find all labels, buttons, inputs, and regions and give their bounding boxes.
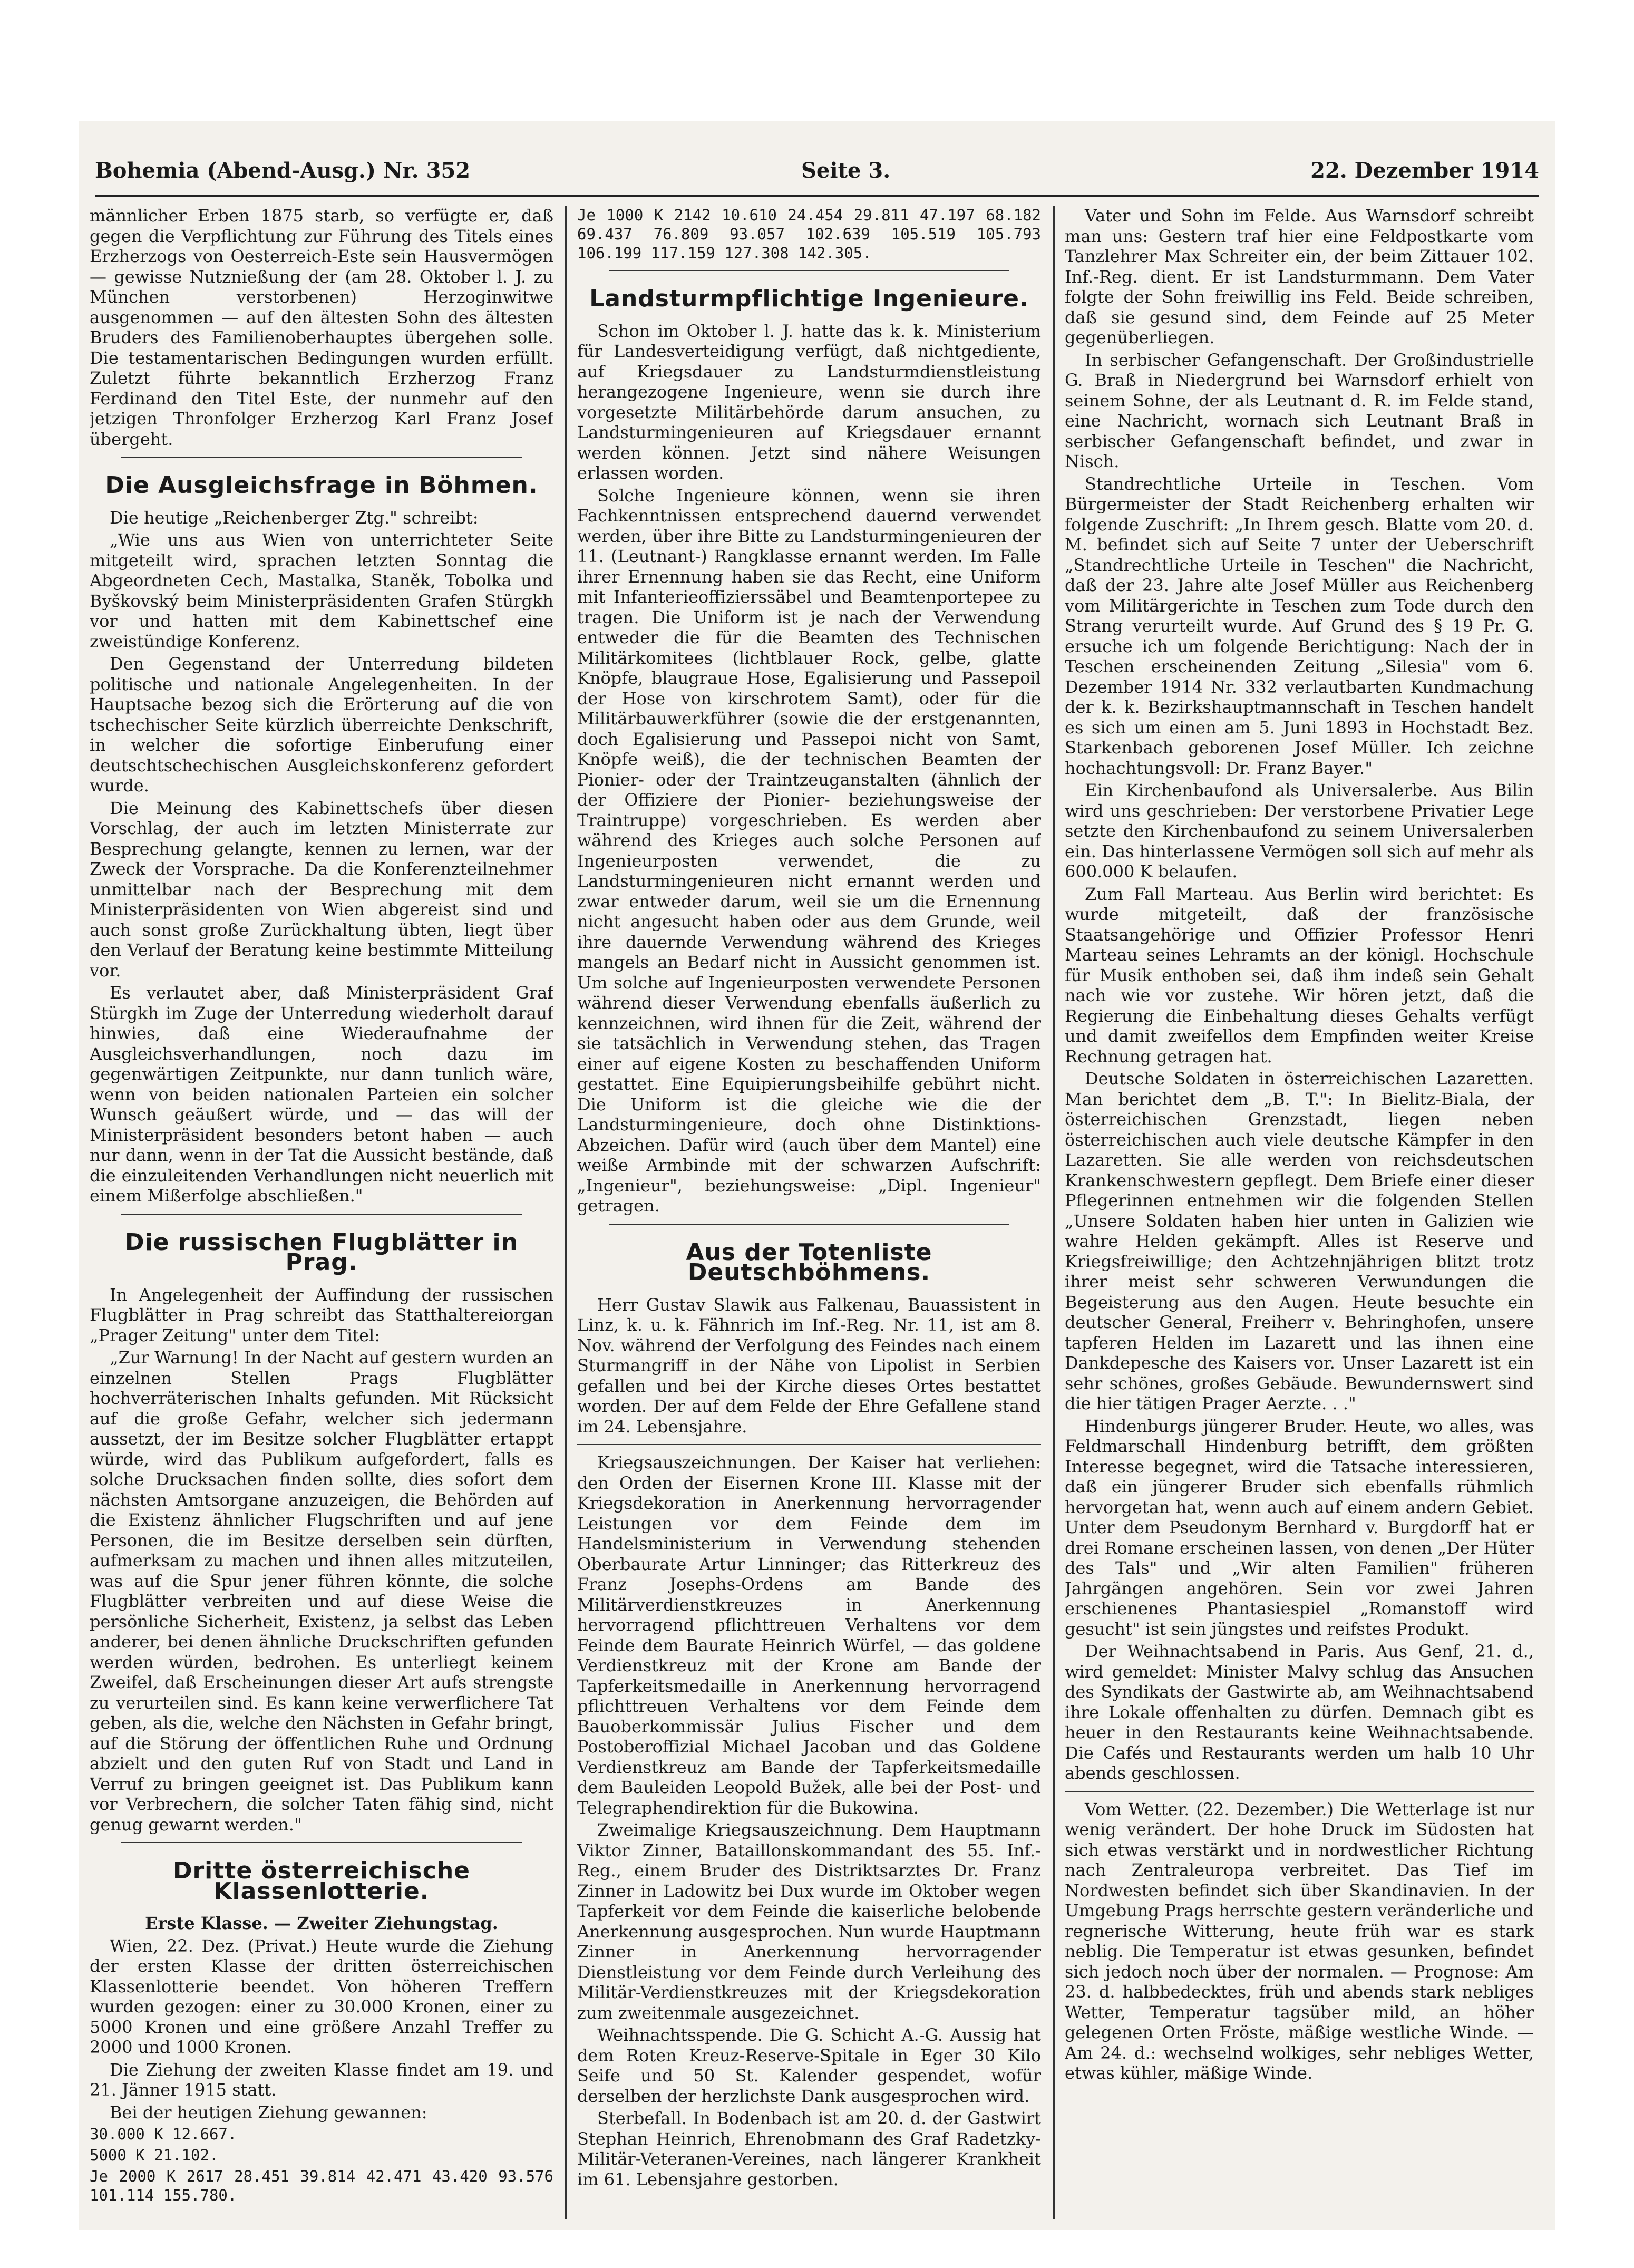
paragraph: Standrechtliche Urteile in Teschen. Vom Bürgermeister der Stadt Reichenberg erhalten wir folgende Zuschrift: „In Ihrem gesch. Blatte vom 20. d. M. befindet sich auf Seite 7 unter der Ueberschrift „Standrechtliche Urteile in Teschen" die Nachricht, daß der 23. Jahre alte Josef Müller aus Reichenberg vom Militärgerichte in Teschen zum Tode durch den Strang verurteilt wurde. Auf Grund des § 19 Pr. G. ersuche ich um folgende Berichtigung: Nach der in Teschen erscheinenden Zeitung „Silesia" vom 6. Dezember 1914 Nr. 332 verlautbarten Kundmachung der k. k. Bezirkshauptmannschaft in Teschen handelt es sich um einen am 5. Juni 1893 in Hochstadt Bez. Starkenbach geborenen Josef Müller. Ich zeichne hochachtungsvoll: Dr. Franz Bayer." (1065, 473, 1534, 778)
lottery-result: Je 2000 K 2617 28.451 39.814 42.471 43.420 93.576 101.114 155.780. (90, 2167, 553, 2204)
section-rule (609, 270, 1009, 271)
paragraph: Der Weihnachtsabend in Paris. Aus Genf, 21. d., wird gemeldet: Minister Malvy schlug das Ansuchen des Syndikats der Gastwirte ab, am Weihnachtsabend ihre Lokale offenhalten zu dürfen. Demnach gibt es heuer in den Restaurants keine Weihnachtsabende. Die Cafés und Restaurants werden um halb 10 Uhr abends geschlossen. (1065, 1641, 1534, 1783)
paragraph: Schon im Oktober l. J. hatte das k. k. Ministerium für Landesverteidigung verfügt, daß nichtgediente, auf Kriegsdauer zu Landsturmdienstleistung herangezogene Ingenieure, wenn sie durch ihre vorgesetzte Militärbehörde darum ansuchen, zu Landsturmingenieuren auf Kriegsdauer ernannt werden können. Jetzt sind nähere Weisungen erlassen worden. (577, 321, 1041, 483)
paragraph: Deutsche Soldaten in österreichischen Lazaretten. Man berichtet dem „B. T.": In Bielitz-Biala, der österreichischen Grenzstadt, liegen neben österreichischen auch viele deutsche Kämpfer in den Lazaretten. Sie alle werden von reichsdeutschen Krankenschwestern gepflegt. Dem Briefe einer dieser Pflegerinnen entnehmen wir die folgenden Stellen „Unsere Soldaten haben hier unten in Galizien wie wahre Helden gekämpft. Alles ist Reserve und Kriegsfreiwillige; den Achtzehnjährigen blitzt trotz ihrer meist sehr schweren Verwundungen die Begeisterung aus den Augen. Heute besuchte ein deutscher General, Freiherr v. Behringhofen, unsere tapferen Helden im Lazarett und las ihnen eine Dankdepesche des Kaisers vor. Unser Lazarett ist ein sehr schönes, großes Gebäude. Bewundernswert sind die hier tätigen Prager Aerzte. . ." (1065, 1069, 1534, 1413)
paragraph: Die heutige „Reichenberger Ztg." schreibt: (110, 507, 479, 528)
paragraph: Hindenburgs jüngerer Bruder. Heute, wo alles, was Feldmarschall Hindenburg betrifft, dem größten Interesse begegnet, wird die Tatsache interessieren, daß ein jüngerer Bruder sich ebenfalls rühmlich hervorgetan hat, wenn auch auf einem andern Gebiet. Unter dem Pseudonym Bernhard v. Burgdorff hat er drei Romane erscheinen lassen, von denen „Der Hüter des Tals" und „Wir alten Familien" früheren Jahrgängen angehören. Sein vor zwei Jahren erschienenes Phantasiespiel „Romanstoff wird gesucht" ist sein jüngstes und reifstes Produkt. (1065, 1416, 1534, 1639)
lottery-result: Je 1000 K 2142 10.610 24.454 29.811 47.197 68.182 69.437 76.809 93.057 102.639 105.519 105.793 106.199 117.159 127.308 142.305. (577, 206, 1041, 262)
issue-date: 22. Dezember 1914 (1310, 158, 1539, 183)
paragraph: Vom Wetter. (22. Dezember.) Die Wetterlage ist nur wenig verändert. Der hohe Druck im Südosten hat sich etwas verstärkt und in nordwestlicher Richtung nach Zentraleuropa verbreitet. Das Tief im Nordwesten befindet sich über Skandinavien. In der Umgebung Prags herrschte gestern veränderliche und regnerische Witterung, heute früh war es stark neblig. Die Temperatur ist etwas gesunken, befindet sich jedoch noch über der normalen. — Prognose: Am 23. d. halbbedecktes, früh und abends stark nebliges Wetter, Temperatur tagsüber mild, an höher gelegenen Orten Fröste, mäßige westliche Winde. — Am 24. d.: wechselnd wolkiges, sehr nebliges Wetter, etwas kühler, mäßige Winde. (1065, 1799, 1534, 2083)
paragraph: Weihnachtsspende. Die G. Schicht A.-G. Aussig hat dem Roten Kreuz-Reserve-Spitale in Eger 30 Kilo Seife und 50 St. Kalender gespendet, wofür derselben der herzlichste Dank ausgesprochen wird. (577, 2025, 1041, 2106)
headline-ausgleichsfrage: Die Ausgleichsfrage in Böhmen. (105, 472, 538, 499)
lottery-result: 30.000 K 12.667. (90, 2125, 237, 2143)
section-rule (1065, 1791, 1534, 1792)
paragraph: Solche Ingenieure können, wenn sie ihren Fachkenntnissen entsprechend dauernd verwendet werden, über ihre Bitte zu Landsturmingenieuren der 11. (Leutnant-) Rangklasse ernannt werden. Im Falle ihrer Ernennung haben sie das Recht, eine Uniform mit Infanterieoffizierssäbel und Beamtenportepee zu tragen. Die Uniform ist je nach der Verwendung entweder die für die Beamten des Technischen Militärkomitees (lichtblauer Rock, gelbe, glatte Knöpfe, blaugraue Hose, Egalisierung und Passepoil der Hose von kirschrotem Samt), oder für die Militärbauwerkführer (sowie die der erstgenannten, doch Egalisierung und Passepoi nicht von Samt, Knöpfe weiß), die der technischen Beamten der Pionier- oder der Traintzeuganstalten (ähnlich der der Offiziere der Pionier- beziehungsweise der Traintruppe) vorgeschrieben. Es werden aber während des Krieges auch solche Personen auf Ingenieurposten verwendet, die zu Landsturmingenieuren nicht ernannt werden und zwar entweder darum, weil sie um die Ernennung nicht angesucht haben oder aus dem Grunde, weil ihre dauernde Verwendung während des Krieges mangels an Bedarf nicht in Aussicht genommen ist. Um solche auf Ingenieurposten verwendete Personen während dieser Verwendung ebenfalls äußerlich zu kennzeichnen, wird ihnen für die Zeit, während der sie tatsächlich in Verwendung stehen, das Tragen einer auf eigene Kosten zu beschaffenden Uniform gestattet. Eine Equipierungsbeihilfe gebührt nicht. Die Uniform ist die gleiche wie die der Landsturmingenieure, doch ohne Distinktions-Abzeichen. Dafür wird (auch über dem Mantel) eine weiße Armbinde mit der schwarzen Aufschrift: „Ingenieur", beziehungsweise: „Dipl. Ingenieur" getragen. (577, 485, 1041, 1216)
lottery-result: 5000 K 21.102. (90, 2146, 219, 2164)
column-1 (90, 206, 553, 2219)
paragraph: Ein Kirchenbaufond als Universalerbe. Aus Bilin wird uns geschrieben: Der verstorbene Privatier Lege setzte den Kirchenbaufond zu seinem Universalerben ein. Das hinterlassene Vermögen soll sich auf mehr als 600.000 K belaufen. (1065, 780, 1534, 881)
paragraph: Zweimalige Kriegsauszeichnung. Dem Hauptmann Viktor Zinner, Bataillonskommandant des 55. Inf.-Reg., einem Bruder des Distriktsarztes Dr. Franz Zinner in Ladowitz bei Dux wurde im Oktober wegen Tapferkeit vor dem Feinde die kaiserliche belobende Anerkennung ausgesprochen. Nun wurde Hauptmann Zinner in Anerkennung hervorragender Dienstleistung vor dem Feinde durch Verleihung des Militär-Verdienstkreuzes mit der Kriegsdekoration zum zweitenmale ausgezeichnet. (577, 1820, 1041, 2023)
paragraph: Herr Gustav Slawik aus Falkenau, Bauassistent in Linz, k. u. k. Fähnrich im Inf.-Reg. Nr. 11, ist am 8. Nov. während der Verfolgung des Feindes nach einem Sturmangriff in der Nähe von Lipolist in Serbien gefallen und bei der Kirche dieses Ortes bestattet worden. Der auf dem Felde der Ehre Gefallene stand im 24. Lebensjahre. (577, 1294, 1041, 1437)
paper-title: Bohemia (Abend-Ausg.) Nr. 352 (95, 158, 471, 183)
paragraph: Wien, 22. Dez. (Privat.) Heute wurde die Ziehung der ersten Klasse der dritten österreichischen Klassenlotterie beendet. Von höheren Treffern wurden gezogen: einer zu 30.000 Kronen, einer zu 5000 Kronen und eine größere Anzahl Treffer zu 2000 und 1000 Kronen. (90, 1935, 553, 2057)
section-rule (121, 1214, 522, 1215)
section-rule (121, 1842, 522, 1843)
paragraph: Sterbefall. In Bodenbach ist am 20. d. der Gastwirt Stephan Heinrich, Ehrenobmann des Graf Radetzky-Militär-Veteranen-Vereines, nach längerer Krankheit im 61. Lebensjahre gestorben. (577, 2108, 1041, 2189)
paragraph: Bei der heutigen Ziehung gewannen: (110, 2102, 427, 2122)
section-rule (577, 1444, 1041, 1445)
page-header (95, 148, 1539, 197)
headline-landsturm: Landsturmpflichtige Ingenieure. (589, 285, 1029, 312)
column-divider (565, 206, 567, 2219)
column-divider (1053, 206, 1055, 2219)
paragraph: In serbischer Gefangenschaft. Der Großindustrielle G. Braß in Niedergrund bei Warnsdorf erhielt von seinem Sohne, der als Leutnant d. R. im Felde stand, eine Nachricht, wornach sich Leutnant Braß in serbischer Gefangenschaft befindet, und zwar in Nisch. (1065, 350, 1534, 471)
article-continuation: männlicher Erben 1875 starb, so verfügte er, daß gegen die Verpflichtung zur Führung des Titels eines Erzherzogs von Oesterreich-Este sein Hausvermögen — gewisse Nutznießung der (am 28. Oktober l. J. zu München verstorbenen) Herzoginwitwe ausgenommen — auf den ältesten Sohn des ältesten Bruders des Familienoberhauptes übergehen solle. Die testamentarischen Bedingungen wurden erfüllt. Zuletzt führte bekanntlich Erzherzog Franz Ferdinand den Titel Este, der nunmehr auf den jetzigen Thronfolger Erzherzog Karl Franz Josef übergeht. (90, 206, 553, 449)
paragraph: Kriegsauszeichnungen. Der Kaiser hat verliehen: den Orden der Eisernen Krone III. Klasse mit der Kriegsdekoration in Anerkennung hervorragender Leistungen vor dem Feinde dem im Handelsministerium in Verwendung stehenden Oberbaurate Artur Linninger; das Ritterkreuz des Franz Josephs-Ordens am Bande des Militärverdienstkreuzes in Anerkennung hervorragend pflichttreuen Verhaltens vor dem Feinde dem Baurate Heinrich Würfel, — das goldene Verdienstkreuz mit der Krone am Bande der Tapferkeitsmedaille in Anerkennung hervorragend pflichttreuen Verhaltens vor dem Feinde dem Bauoberkommissär Julius Fischer und dem Postoberoffizial Michael Jacoban und das Goldene Verdienstkreuz am Bande der Tapferkeitsmedaille dem Bauleiden Leopold Bužek, alle bei der Post- und Telegraphendirektion für die Bukowina. (577, 1452, 1041, 1818)
paragraph: Den Gegenstand der Unterredung bildeten politische und nationale Angelegenheiten. In der Hauptsache bezog sich die Erörterung auf die von tschechischer Seite kürzlich überreichte Denkschrift, in welcher die sofortige Einberufung einer deutschtschechischen Ausgleichskonferenz gefordert wurde. (90, 654, 553, 796)
paragraph: Es verlautet aber, daß Ministerpräsident Graf Stürgkh im Zuge der Unterredung wiederholt darauf hinwies, daß eine Wiederaufnahme der Ausgleichsverhandlungen, noch dazu im gegenwärtigen Zeitpunkte, nur dann tunlich wäre, wenn von beiden nationalen Parteien ein solcher Wunsch geäußert würde, und — das will der Ministerpräsident besonders betont haben — auch nur dann, wenn in der Tat die Aussicht bestände, daß die einzuleitenden Verhandlungen nicht neuerlich mit einem Mißerfolge abschließen." (90, 983, 553, 1206)
paragraph: „Wie uns aus Wien von unterrichteter Seite mitgeteilt wird, sprachen letzten Sonntag die Abgeordneten Cech, Mastalka, Staněk, Tobolka und Byškovský beim Ministerpräsidenten Grafen Stürgkh vor und hatten mit dem Kabinettschef eine zweistündige Konferenz. (90, 530, 553, 652)
section-rule (609, 1224, 1009, 1225)
paragraph: Die Meinung des Kabinettschefs über diesen Vorschlag, der auch im letzten Ministerrate zur Besprechung gelangte, kennen zu lernen, war der Zweck der Vorsprache. Da die Konferenzteilnehmer unmittelbar nach der Besprechung mit dem Ministerpräsidenten von Wien abgereist sind und auch sonst große Zurückhaltung übten, liegt über den Verlauf der Beratung keine bestimmte Mitteilung vor. (90, 798, 553, 981)
paragraph: „Zur Warnung! In der Nacht auf gestern wurden an einzelnen Stellen Prags Flugblätter hochverräterischen Inhalts gefunden. Mit Rücksicht auf die große Gefahr, welcher sich jedermann aussetzt, der im Besitze solcher Flugblätter ertappt würde, wird das Publikum aufgefordert, falls es solche Drucksachen finden sollte, dies sofort dem nächsten Amtsorgane anzuzeigen, die Behörden auf die Existenz ähnlicher Flugschriften und auf jene Personen, die im Besitze derselben sein dürften, aufmerksam zu machen und ihnen alles mitzuteilen, was auf die Spur jener führen könnte, die solche Flugblätter verbreiten und auf diese Weise die persönliche Sicherheit, Existenz, ja selbst das Leben anderer, bei denen ähnliche Druckschriften gefunden werden würden, bedrohen. Es unterliegt keinem Zweifel, daß Erscheinungen dieser Art aufs strengste zu verurteilen sind. Es kann keine verwerflichere Tat geben, als die, welche den Nächsten in Gefahr bringt, auf die Störung der öffentlichen Ruhe und Ordnung abzielt und den guten Ruf von Stadt und Land in Verruf zu bringen geeignet ist. Das Publikum kann vor Verbrechern, die solcher Taten fähig sind, nicht genug gewarnt werden." (90, 1348, 553, 1835)
headline-totenliste: Aus der Totenliste Deutschböhmens. (686, 1238, 932, 1286)
paragraph: In Angelegenheit der Auffindung der russischen Flugblätter in Prag schreibt das Statthaltereiorgan „Prager Zeitung" unter dem Titel: (90, 1284, 553, 1345)
section-rule (121, 457, 522, 458)
column-3 (1065, 206, 1534, 2219)
lottery-subtitle: Erste Klasse. — Zweiter Ziehungstag. (145, 1913, 498, 1933)
paragraph: Zum Fall Marteau. Aus Berlin wird berichtet: Es wurde mitgeteilt, daß der französische Staatsangehörige und Offizier Professor Henri Marteau seines Lehramts an der königl. Hochschule für Musik enthoben sei, daß ihm indeß sein Gehalt nach wie vor zustehe. Wir hören jetzt, daß die Regierung die Einbehaltung dieses Gehalts verfügt und damit zweifellos dem Empfinden weiter Kreise Rechnung getragen hat. (1065, 884, 1534, 1067)
paragraph: Die Ziehung der zweiten Klasse findet am 19. und 21. Jänner 1915 statt. (90, 2059, 553, 2100)
paragraph: Vater und Sohn im Felde. Aus Warnsdorf schreibt man uns: Gestern traf hier eine Feldpostkarte vom Tanzlehrer Max Schreiter ein, der beim Zittauer 102. Inf.-Reg. dient. Er ist Landsturmmann. Dem Vater folgte der Sohn freiwillig ins Feld. Beide schreiben, daß sie gesund sind, dem Feinde auf 25 Meter gegenüberliegen. (1065, 206, 1534, 347)
column-2 (577, 206, 1041, 2219)
headline-flugblaetter: Die russischen Flugblätter in Prag. (125, 1228, 518, 1276)
headline-klassenlotterie: Dritte österreichische Klassenlotterie. (172, 1857, 471, 1905)
page-number: Seite 3. (801, 158, 891, 183)
newspaper-page (79, 121, 1555, 2230)
